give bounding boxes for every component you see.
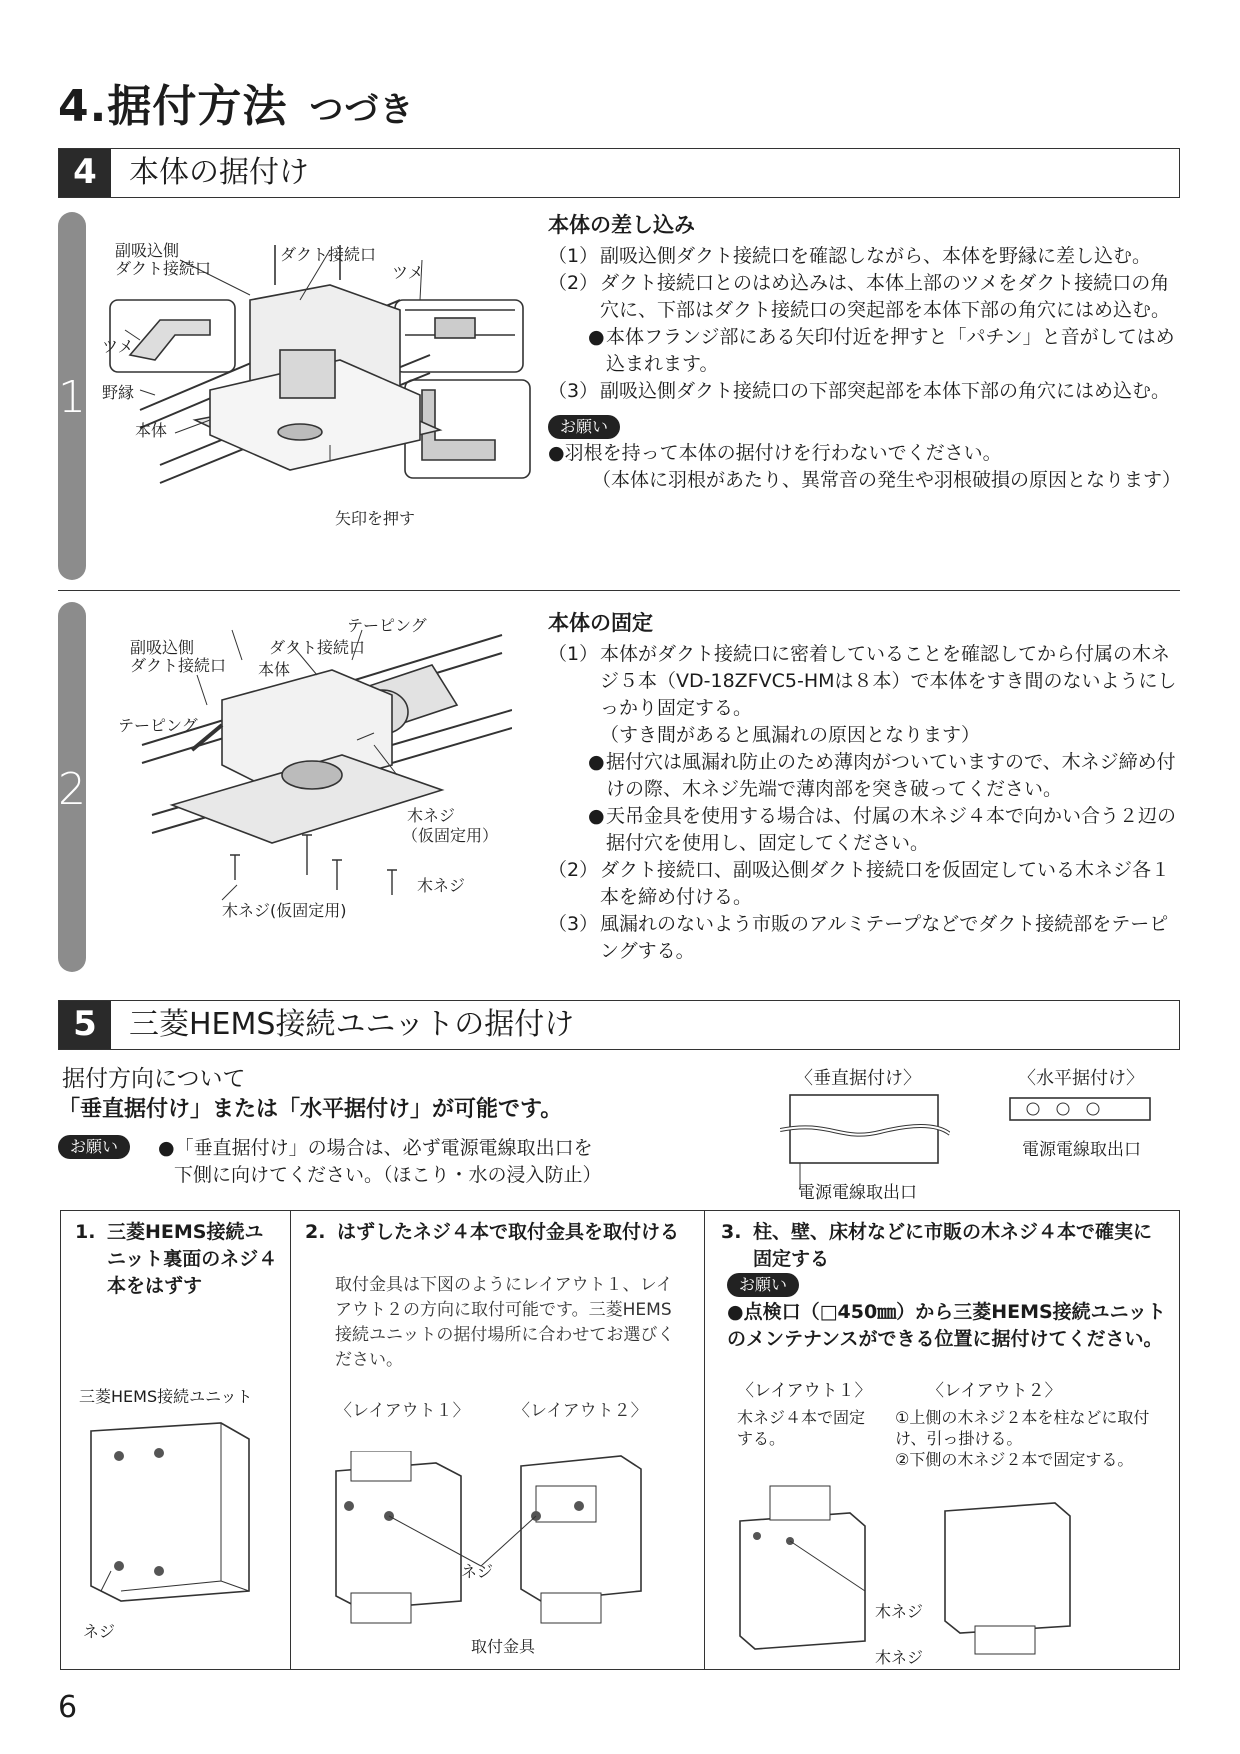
mounting-layout-diagram bbox=[735, 1481, 1075, 1661]
screw-label-2: ネジ bbox=[461, 1562, 494, 1581]
install-step-1-title: 三菱HEMS接続ユニット裏面のネジ４本をはずす bbox=[107, 1221, 278, 1297]
step-tab-2 bbox=[58, 602, 86, 972]
step1-item-1: （1） 副吸込側ダクト接続口を確認しながら、本体を野縁に差し込む。 bbox=[548, 245, 1152, 267]
step1-item-3: （3） 副吸込側ダクト接続口の下部突起部を本体下部の角穴にはめ込む。 bbox=[548, 380, 1171, 402]
fig2-label-wood-screw-temp: 木ネジ bbox=[407, 806, 456, 825]
fig1-label-sub-inlet-a: 副吸込側 bbox=[115, 241, 180, 260]
step2-item-1-note: （すき間があると風漏れの原因となります） bbox=[600, 724, 981, 746]
step1-bullet: ● 本体フランジ部にある矢印付近を押すと「パチン」と音がしてはめ込まれます。 bbox=[588, 326, 1175, 375]
fig2-label-sub-inlet-b: ダクト接続口 bbox=[130, 656, 227, 675]
install-step-3 bbox=[705, 1211, 1179, 1669]
fig1-label-sub-inlet-b: ダクト接続口 bbox=[115, 259, 212, 278]
horizontal-mount-caption: 電源電線取出口 bbox=[1022, 1140, 1141, 1160]
layout-2-label-3: 〈レイアウト２〉 bbox=[927, 1381, 1062, 1401]
insertion-diagram bbox=[100, 240, 540, 540]
horizontal-mount-label: 〈水平据付け〉 bbox=[1018, 1068, 1144, 1089]
install-step-2-body: 取付金具は下図のようにレイアウト１、レイアウト２の方向に取付可能です。三菱HEMS接続ユニットの据付場所に合わせてお選びください。 bbox=[335, 1275, 675, 1370]
install-step-1-number: 1. bbox=[75, 1221, 96, 1243]
bracket-bottom-diagram bbox=[346, 1591, 676, 1631]
install-step-3-note: ●点検口（□450㎜）から三菱HEMS接続ユニットのメンテナンスができる位置に据付けてください。 bbox=[727, 1301, 1166, 1350]
install-step-3-title: 柱、壁、床材などに市販の木ネジ４本で確実に固定する bbox=[753, 1221, 1153, 1270]
install-step-1 bbox=[61, 1211, 291, 1669]
page-title-sub: つづき bbox=[309, 90, 415, 130]
fixing-diagram bbox=[112, 615, 512, 925]
step2-heading: 本体の固定 bbox=[548, 611, 653, 635]
install-step-2 bbox=[291, 1211, 705, 1669]
layout-2-label: 〈レイアウト２〉 bbox=[513, 1401, 648, 1421]
section-4-header bbox=[58, 148, 1180, 198]
fig2-label-wood-screw-temp-note: （仮固定用） bbox=[402, 826, 499, 845]
bracket-label: 取付金具 bbox=[471, 1637, 536, 1656]
wood-screw-label-1: 木ネジ bbox=[875, 1602, 924, 1621]
layout-2-desc2: ②下側の木ネジ２本で固定する。 bbox=[895, 1450, 1134, 1469]
vertical-mount-label: 〈垂直据付け〉 bbox=[795, 1068, 921, 1089]
request-badge: お願い bbox=[548, 415, 620, 439]
section-5-number: 5 bbox=[59, 1001, 111, 1049]
fig1-label-claw-right: ツメ bbox=[392, 263, 424, 282]
fig1-label-duct: ダクト接続口 bbox=[280, 245, 377, 264]
request-badge-5: お願い bbox=[58, 1135, 130, 1159]
step-tab-1 bbox=[58, 212, 86, 580]
hems-unit-label: 三菱HEMS接続ユニット bbox=[79, 1387, 253, 1406]
step2-text bbox=[548, 610, 1184, 965]
fig2-label-taping-left: テーピング bbox=[118, 716, 198, 735]
install-step-2-number: 2. bbox=[305, 1221, 326, 1243]
layout-1-label-3: 〈レイアウト１〉 bbox=[737, 1381, 872, 1401]
fig2-label-duct: ダクト接続口 bbox=[269, 638, 366, 657]
install-step-3-number: 3. bbox=[721, 1221, 742, 1243]
section-5-header bbox=[58, 1000, 1180, 1050]
step2-bullet-1: ● 据付穴は風漏れ防止のため薄肉がついていますので、木ネジ締め付けの際、木ネジ先端で薄肉部を突き破ってください。 bbox=[588, 751, 1176, 800]
step1-heading: 本体の差し込み bbox=[548, 213, 695, 237]
fig1-label-claw-left: ツメ bbox=[102, 337, 134, 356]
install-steps-grid bbox=[60, 1210, 1180, 1670]
section-5-title: 三菱HEMS接続ユニットの据付け bbox=[129, 1007, 575, 1042]
layout-1-desc: 木ネジ４本で固定する。 bbox=[737, 1408, 866, 1448]
step1-item-2: （2） ダクト接続口とのはめ込みは、本体上部のツメをダクト接続口の角穴に、下部はダクト接続口の突起部を本体下部の角穴にはめ込む。 bbox=[548, 272, 1171, 321]
orientation-notice-line1: ●「垂直据付け」の場合は、必ず電源電線取出口を bbox=[158, 1137, 593, 1159]
step1-warning-note: （本体に羽根があたり、異常音の発生や羽根破損の原因となります） bbox=[592, 469, 1182, 491]
step2-item-1: （1） 本体がダクト接続口に密着していることを確認してから付属の木ネジ５本（VD-18ZFVC5-HMは８本）で本体をすき間のないようにしっかり固定する。 bbox=[548, 643, 1177, 719]
layout-2-desc1: ①上側の木ネジ２本を柱などに取付け、引っ掛ける。 bbox=[895, 1408, 1150, 1448]
orientation-notice-line2: 下側に向けてください。（ほこり・水の浸入防止） bbox=[174, 1164, 602, 1186]
fig2-label-wood-screw-bottom: 木ネジ(仮固定用) bbox=[222, 901, 347, 920]
fig2-label-body: 本体 bbox=[258, 660, 291, 679]
fig2-label-taping-top: テーピング bbox=[347, 616, 427, 635]
step1-warning: ●羽根を持って本体の据付けを行わないでください。 bbox=[548, 442, 1002, 464]
section-4-number: 4 bbox=[59, 149, 111, 197]
layout-1-label: 〈レイアウト１〉 bbox=[335, 1401, 470, 1421]
page-title bbox=[58, 70, 414, 134]
step-divider bbox=[58, 590, 1180, 591]
step2-bullet-2: ● 天吊金具を使用する場合は、付属の木ネジ４本で向かい合う２辺の据付穴を使用し、固定してください。 bbox=[588, 805, 1177, 854]
page-title-main: 4.据付方法 bbox=[58, 81, 288, 132]
step1-text bbox=[548, 212, 1184, 494]
orientation-description: 「垂直据付け」または「水平据付け」が可能です。 bbox=[58, 1097, 563, 1122]
hems-unit-back-diagram bbox=[81, 1421, 261, 1611]
fig2-label-wood-screw: 木ネジ bbox=[417, 876, 466, 895]
vertical-mount-caption: 電源電線取出口 bbox=[798, 1183, 917, 1203]
step-tab-1-number: 1 bbox=[58, 372, 86, 423]
bracket-layout-diagram bbox=[331, 1451, 691, 1611]
fig1-label-push-arrow: 矢印を押す bbox=[335, 509, 416, 528]
orientation-title: 据付方向について bbox=[62, 1066, 246, 1092]
horizontal-mount-diagram bbox=[1008, 1096, 1158, 1126]
fig2-label-sub-inlet-a: 副吸込側 bbox=[130, 638, 195, 657]
fig1-label-furring: 野縁 bbox=[102, 383, 135, 402]
fig1-label-body: 本体 bbox=[135, 421, 168, 440]
install-step-2-title: はずしたネジ４本で取付金具を取付ける bbox=[337, 1221, 680, 1243]
page-number: 6 bbox=[58, 1690, 78, 1725]
step2-item-2: （2） ダクト接続口、副吸込側ダクト接続口を仮固定している木ネジ各１本を締め付ける。 bbox=[548, 859, 1171, 908]
screw-label-1: ネジ bbox=[83, 1622, 116, 1641]
step-tab-2-number: 2 bbox=[58, 764, 86, 815]
request-badge-step3: お願い bbox=[727, 1273, 799, 1297]
orientation-notice bbox=[158, 1135, 602, 1189]
section-4-title: 本体の据付け bbox=[129, 155, 309, 190]
step2-item-3: （3） 風漏れのないよう市販のアルミテープなどでダクト接続部をテーピングする。 bbox=[548, 913, 1169, 962]
wood-screw-label-2: 木ネジ bbox=[875, 1648, 924, 1667]
